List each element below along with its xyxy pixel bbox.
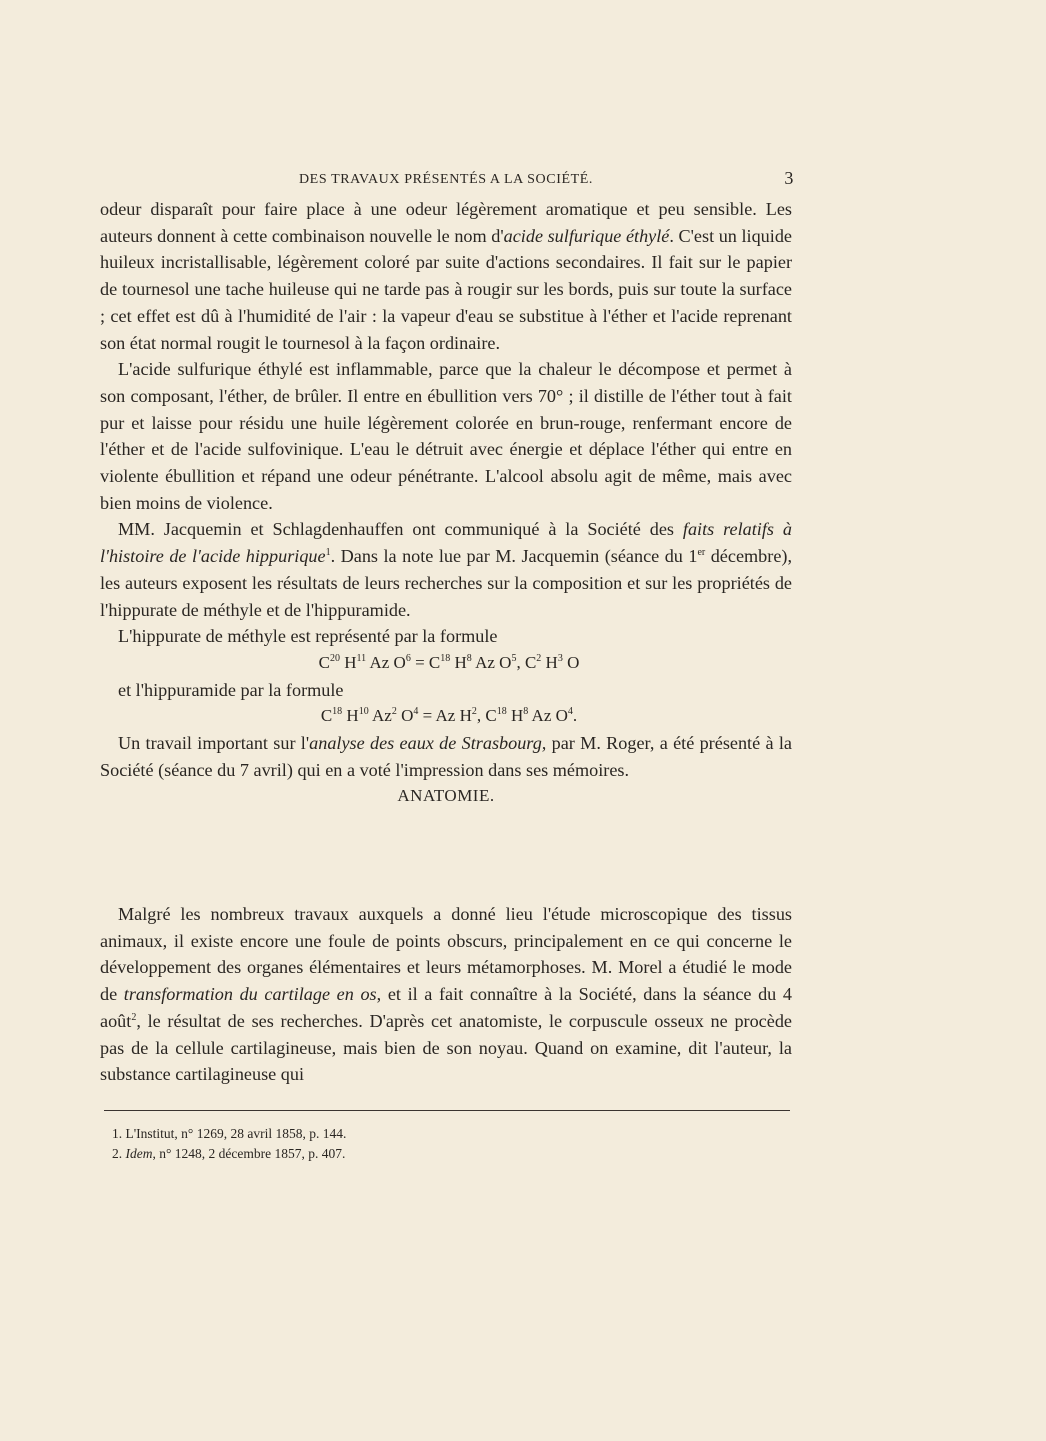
formula-hippurate: $C^{20}$ $H^{11}$ Az $O^6 = C^{18}$ $H^8$ Az $O^5$, $C^2$ $H^3$ O xyxy=(318,652,580,672)
italic-term: acide sulfurique éthylé xyxy=(503,225,670,246)
footnote-1: 1. L'Institut, n° 1269, 28 avril 1858, p. 144. xyxy=(112,1126,347,1141)
paragraph-1 xyxy=(100,196,792,356)
paragraph-3 xyxy=(100,516,792,623)
paragraph-4: L'hippurate de méthyle est représenté par la formule xyxy=(118,626,498,647)
footnote-ref-1: 1 xyxy=(325,547,331,559)
text-run: MM. Jacquemin et Schlagdenhauffen ont communiqué à la Société des xyxy=(118,519,683,540)
ordinal-superscript: er xyxy=(697,547,706,559)
footnotes xyxy=(112,1124,712,1164)
italic-title: faits relatifs à l'histoire de l'acide hippurique xyxy=(100,519,792,567)
text-run: Un travail important sur l' xyxy=(118,733,310,754)
text-run: . C'est un liquide huileux incristallisable, légèrement coloré par suite d'actions secondaires. Il fait sur le papier de tournesol une tache huileuse qui ne tarde pas à rougir sur les bords, puis sur toute la surface ; cet effet est dû à l'humidité de l'air : la vapeur d'eau se substitue à l'éther et l'acide reprenant son état normal rougit le tournesol à la façon ordinaire. xyxy=(100,225,792,353)
text-run: par M. Roger, a été présenté à la Société (séance du 7 avril) qui en a voté l'impression dans ses mémoires. xyxy=(100,733,792,780)
running-head-title: DES TRAVAUX PRÉSENTÉS A LA SOCIÉTÉ. xyxy=(298,172,594,187)
paragraph-6 xyxy=(100,730,792,783)
body-text-anatomie xyxy=(100,901,792,1088)
running-head xyxy=(100,168,792,192)
footnote-ref-2: 2 xyxy=(131,1011,137,1023)
formula-hippuramide: $C^{18}$ $H^{10}$ Az$^2$ $O^4 = Az$ $H^2$, $C^{18}$ $H^8$ Az $O^4$. xyxy=(320,706,578,726)
text-run: , et il a fait connaître à la Société, dans la séance du 4 août xyxy=(100,984,792,1031)
text-run: odeur disparaît pour faire place à une odeur légèrement aromatique et peu sensible. Les auteurs donnent à cette combinaison nouvelle le nom d' xyxy=(100,199,792,246)
text-run: . Dans la note lue par M. Jacquemin (séance du 1 xyxy=(330,546,698,567)
text-run: , le résultat de ses recherches. D'après cet anatomiste, le corpuscule osseux ne procède pas de la cellule cartilagineuse, mais bien de son noyau. Quand on examine, dit l'auteur, la substance cartilagineuse qui xyxy=(100,1010,792,1085)
italic-title: transformation du cartilage en os xyxy=(123,984,377,1005)
paragraph-7 xyxy=(100,901,792,1088)
paragraph-2: L'acide sulfurique éthylé est inflammable, parce que la chaleur le décompose et permet à son composant, l'éther, de brûler. Il entre en ébullition vers 70° ; il distille de l'éther tout à fait pur et laisse pour résidu une huile légèrement colorée en brun-rouge, renfermant encore de l'éther et de l'acide sulfovinique. L'eau le détruit avec énergie et déplace l'éther qui entre en violente ébullition et répand une odeur pénétrante. L'alcool absolu agit de même, mais avec bien moins de violence. xyxy=(100,359,792,513)
footnote-2: 2. Idem, n° 1248, 2 décembre 1857, p. 407. xyxy=(112,1146,346,1161)
section-heading: ANATOMIE. xyxy=(397,786,495,806)
italic-title: analyse des eaux de Strasbourg, xyxy=(309,733,547,754)
footnote-divider xyxy=(104,1110,790,1111)
paragraph-5: et l'hippuramide par la formule xyxy=(118,679,344,700)
text-run: Malgré les nombreux travaux auxquels a donné lieu l'étude microscopique des tissus animaux, il existe encore une foule de points obscurs, principalement en ce qui concerne le développement des organes élémentaires et leurs métamorphoses. M. Morel a étudié le mode de xyxy=(100,904,792,1005)
text-run: décembre), les auteurs exposent les résultats de leurs recherches sur la composition et sur les propriétés de l'hippurate de méthyle et de l'hippuramide. xyxy=(100,546,792,620)
body-text-top xyxy=(100,196,792,810)
page-number: 3 xyxy=(784,168,794,188)
